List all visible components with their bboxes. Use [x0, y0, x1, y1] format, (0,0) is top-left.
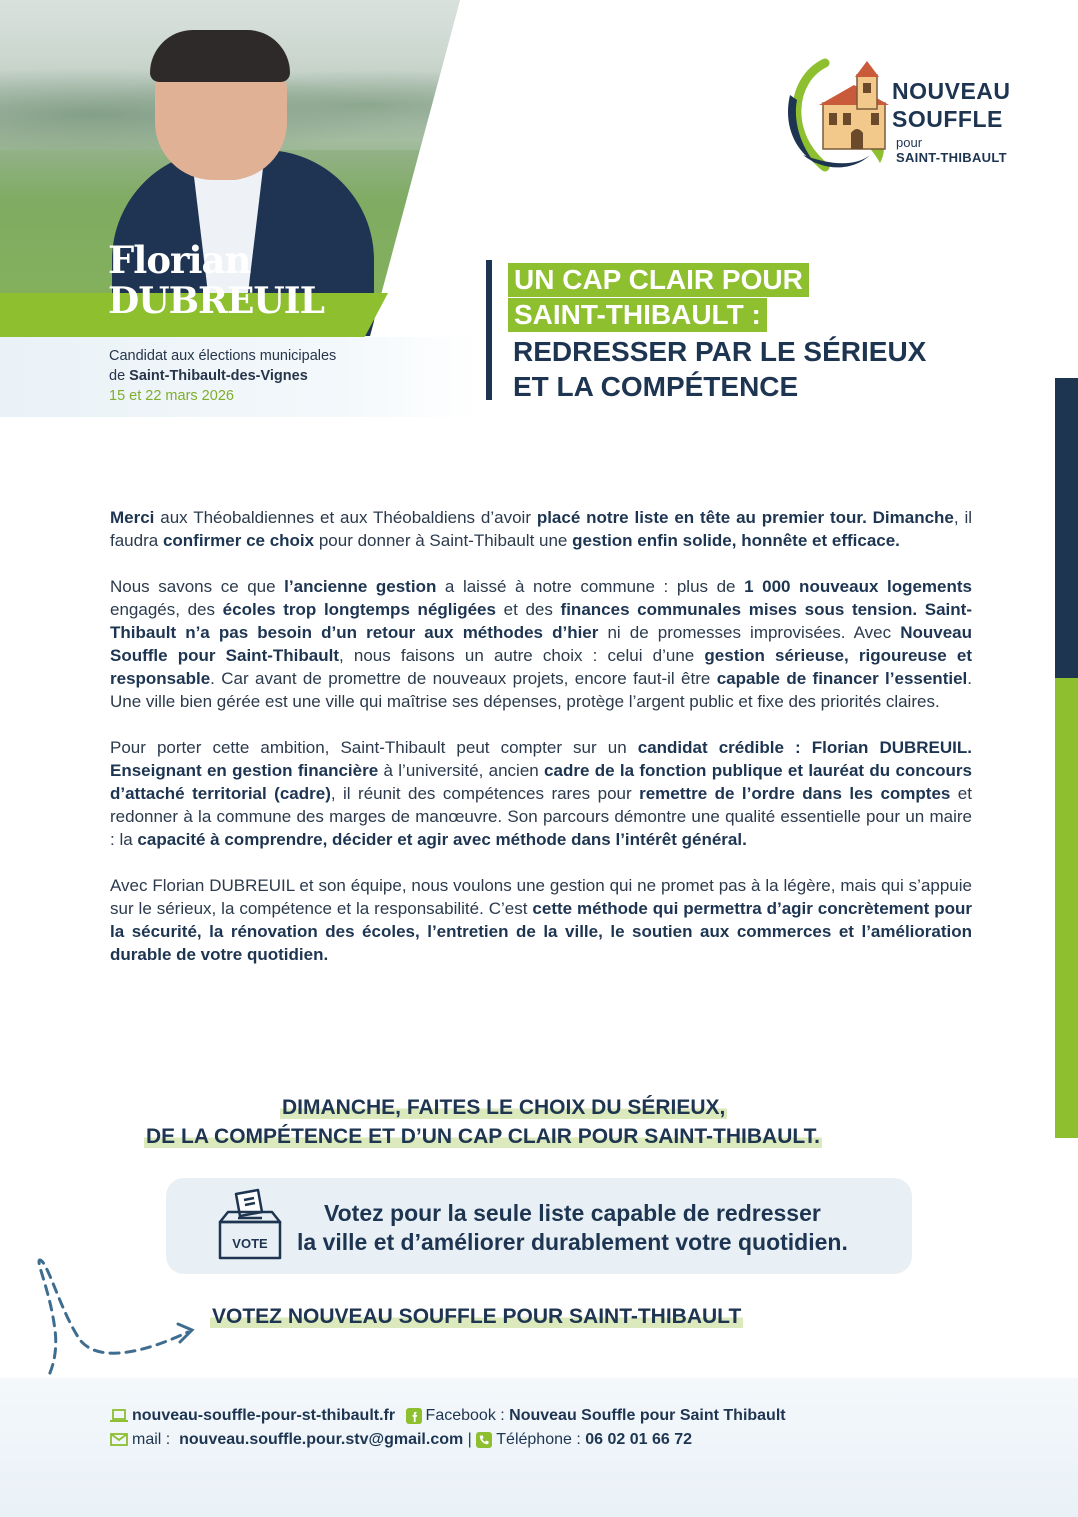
bold-run: cadre de la fonction publique et lauréat du concours d’attaché territorial (cadre): [110, 761, 972, 803]
body-text: [110, 506, 972, 989]
text-run: , il réunit des compétences rares pour: [330, 784, 640, 803]
bold-run: candidat crédible : Florian DUBREUIL. Enseignant en gestion financière: [110, 738, 973, 780]
text-run: Nous savons ce que: [110, 577, 285, 596]
footer-separator: |: [467, 1431, 472, 1448]
election-dates: 15 et 22 mars 2026: [109, 388, 234, 404]
text-run: aux Théobaldiennes et aux Théobaldiens d’avoir: [154, 508, 537, 527]
facebook-icon: [406, 1408, 422, 1424]
bold-run: confirmer ce choix: [162, 531, 315, 550]
candidate-first-name: Florian: [108, 238, 251, 282]
bold-run: placé notre liste en tête au premier tour. Dimanche: [536, 508, 954, 527]
title-accent-bar: [486, 260, 492, 400]
footer-row-2: [110, 1431, 692, 1449]
phone-label: Téléphone :: [496, 1431, 581, 1448]
text-run: Avec Florian DUBREUIL et son équipe, nous voulons une gestion qui ne promet pas à la légère, mais qui s’appuie sur le sérieux, la compétence et la responsabilité. C’est: [110, 876, 972, 918]
text-run: . Car avant de promettre de nouveaux projets, encore faut-il être: [210, 669, 717, 688]
text-run: ni de promesses improvisées. Avec: [598, 623, 901, 642]
text-run: a laissé à notre commune : plus de: [436, 577, 745, 596]
mail-link[interactable]: nouveau.souffle.pour.stv@gmail.com: [179, 1431, 464, 1448]
edge-stripe-blue: [1055, 378, 1078, 678]
logo-line-saint-thibault: SAINT-THIBAULT: [896, 150, 1007, 165]
bold-run: Merci: [110, 508, 155, 527]
paragraph: [110, 736, 972, 851]
candidate-place: de Saint-Thibault-des-Vignes: [109, 368, 308, 384]
bold-run: l’ancienne gestion: [284, 577, 437, 596]
bold-run: écoles trop longtemps négligées: [222, 600, 496, 619]
edge-stripe-green: [1055, 678, 1078, 1138]
paragraph: [110, 506, 972, 552]
website-link[interactable]: nouveau-souffle-pour-st-thibault.fr: [132, 1407, 396, 1424]
text-run: et redonner à la commune des marges de manœuvre. Son parcours démontre une qualité essentielle pour un maire : la: [110, 784, 972, 849]
mail-label: mail :: [132, 1431, 171, 1448]
bold-run: cette méthode qui permettra d’agir concrètement pour la sécurité, la rénovation des écoles, l’entretien de la ville, le soutien aux commerces et l’amélioration durable de votre quotidien.: [110, 899, 972, 964]
text-run: pour donner à Saint-Thibault une: [314, 531, 573, 550]
bold-run: remettre de l’ordre dans les comptes: [639, 784, 951, 803]
phone-icon: [476, 1432, 492, 1448]
candidate-last-name: DUBREUIL: [108, 280, 324, 322]
logo-line-souffle: SOUFFLE: [892, 106, 1003, 132]
title-line-1: UN CAP CLAIR POUR: [508, 263, 809, 297]
bold-run: capable de financer l’essentiel: [716, 669, 968, 688]
text-run: et des: [495, 600, 561, 619]
cta-line-1: DIMANCHE, FAITES LE CHOIX DU SÉRIEUX,: [282, 1096, 726, 1119]
vote-line-1: Votez pour la seule liste capable de redresser: [324, 1200, 821, 1226]
paragraph: [110, 575, 972, 713]
title-line-2: SAINT-THIBAULT :: [508, 298, 767, 332]
facebook-label: Facebook :: [425, 1407, 505, 1424]
title-line-4: ET LA COMPÉTENCE: [513, 371, 799, 402]
text-run: Pour porter cette ambition, Saint-Thibault peut compter sur un: [110, 738, 638, 757]
text-run: , il faudra: [110, 508, 973, 550]
cta-final: VOTEZ NOUVEAU SOUFFLE POUR SAINT-THIBAULT: [212, 1305, 742, 1328]
bold-run: capacité à comprendre, décider et agir avec méthode dans l’intérêt général.: [137, 830, 747, 849]
title-line-3: REDRESSER PAR LE SÉRIEUX: [513, 336, 927, 367]
text-run: engagés, des: [110, 600, 223, 619]
bold-run: finances communales mises sous tension. Saint-Thibault n’a pas besoin d’un retour aux méthodes d’hier: [110, 600, 972, 642]
paragraph: [110, 874, 972, 966]
logo-line-pour: pour: [896, 135, 923, 150]
bold-run: gestion sérieuse, rigoureuse et responsable: [110, 646, 972, 688]
text-run: à l’université, ancien: [378, 761, 545, 780]
mail-icon: [110, 1433, 128, 1446]
ballot-box-icon: [214, 1188, 286, 1260]
vote-icon-label: VOTE: [232, 1236, 268, 1251]
vote-line-2: la ville et d’améliorer durablement votre quotidien.: [297, 1229, 848, 1255]
candidate-role: Candidat aux élections municipales: [109, 348, 337, 364]
footer-row-1: [110, 1407, 786, 1425]
bold-run: gestion enfin solide, honnête et efficace.: [572, 531, 900, 550]
phone-number[interactable]: 06 02 01 66 72: [585, 1431, 693, 1448]
laptop-icon: [110, 1409, 128, 1423]
bold-run: 1 000 nouveaux logements: [744, 577, 973, 596]
text-run: . Une ville bien gérée est une ville qui maîtrise ses dépenses, protège l’argent public et fixe des priorités claires.: [110, 669, 972, 711]
text-run: , nous faisons un autre choix : celui d’une: [339, 646, 705, 665]
logo-line-nouveau: NOUVEAU: [892, 78, 1011, 104]
cta-line-2: DE LA COMPÉTENCE ET D’UN CAP CLAIR POUR SAINT-THIBAULT.: [146, 1125, 820, 1148]
bold-run: Nouveau Souffle pour Saint-Thibault: [110, 623, 972, 665]
facebook-link[interactable]: Nouveau Souffle pour Saint Thibault: [509, 1407, 786, 1424]
